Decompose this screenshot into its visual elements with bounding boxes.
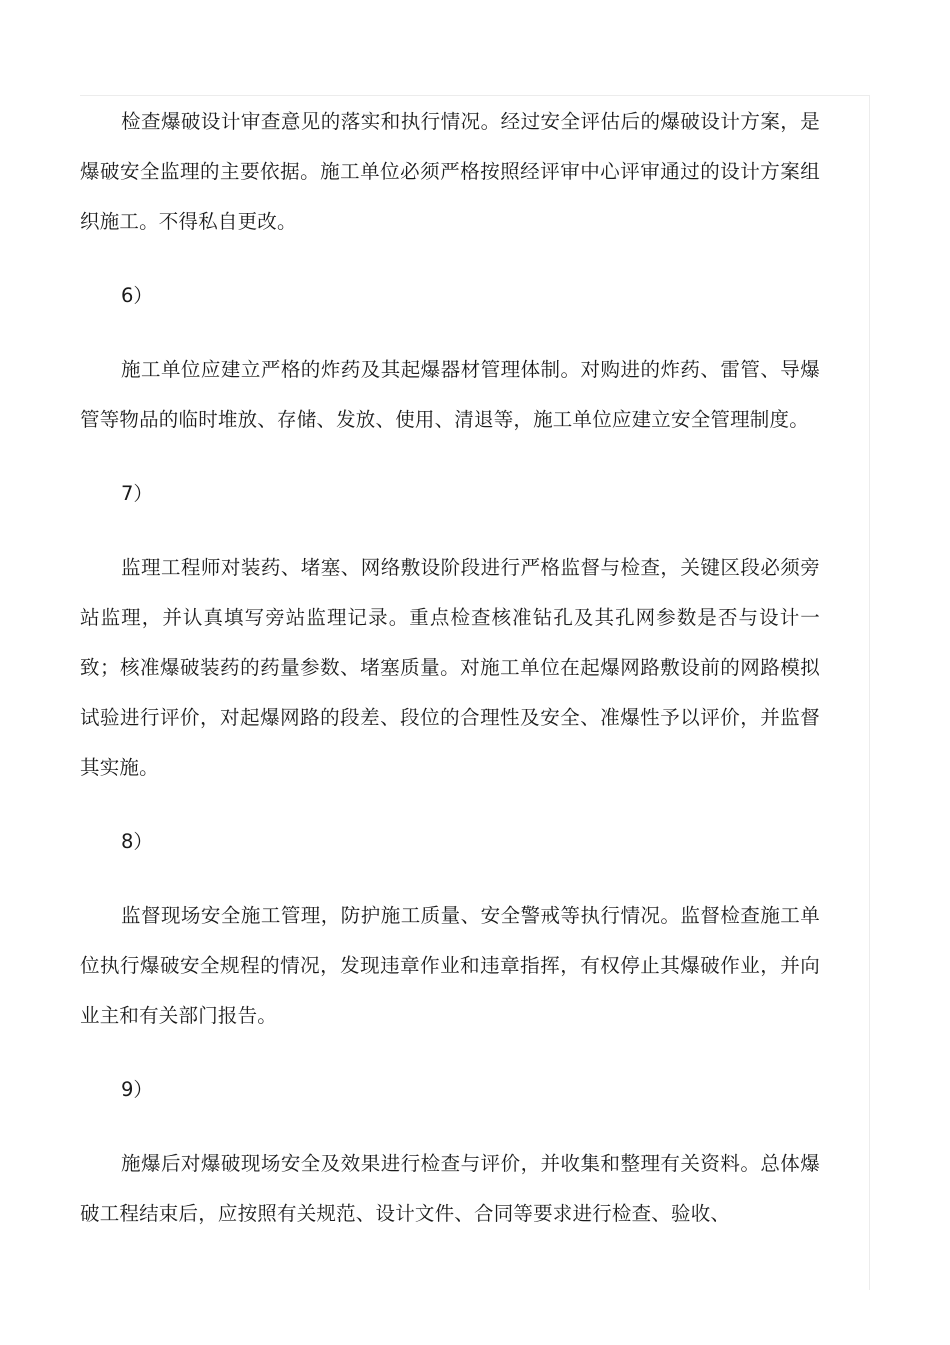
page-right-border xyxy=(869,95,870,1290)
item-number-7: 7） xyxy=(121,482,153,505)
item-number-8: 8） xyxy=(121,830,153,853)
document-body xyxy=(80,97,820,1239)
page-top-border xyxy=(80,95,870,96)
item-number-6: 6） xyxy=(121,284,153,307)
paragraph-site-safety-supervision: 监督现场安全施工管理，防护施工质量、安全警戒等执行情况。监督检查施工单位执行爆破安全规程的情况，发现违章作业和违章指挥，有权停止其爆破作业，并向业主和有关部门报告。 xyxy=(80,904,820,1027)
item-number-9: 9） xyxy=(121,1078,153,1101)
paragraph-charging-inspection: 监理工程师对装药、堵塞、网络敷设阶段进行严格监督与检查，关键区段必须旁站监理，并认真填写旁站监理记录。重点检查核准钻孔及其孔网参数是否与设计一致；核准爆破装药的药量参数、堵塞质量。对施工单位在起爆网路敷设前的网路模拟试验进行评价，对起爆网路的段差、段位的合理性及安全、准爆性予以评价，并监督其实施。 xyxy=(80,556,820,779)
paragraph-explosives-management: 施工单位应建立严格的炸药及其起爆器材管理体制。对购进的炸药、雷管、导爆管等物品的临时堆放、存储、发放、使用、清退等，施工单位应建立安全管理制度。 xyxy=(80,358,820,431)
paragraph-post-blast-evaluation: 施爆后对爆破现场安全及效果进行检查与评价，并收集和整理有关资料。总体爆破工程结束后，应按照有关规范、设计文件、合同等要求进行检查、验收、 xyxy=(80,1152,820,1225)
paragraph-design-review: 检查爆破设计审查意见的落实和执行情况。经过安全评估后的爆破设计方案，是爆破安全监理的主要依据。施工单位必须严格按照经评审中心评审通过的设计方案组织施工。不得私自更改。 xyxy=(80,110,820,233)
